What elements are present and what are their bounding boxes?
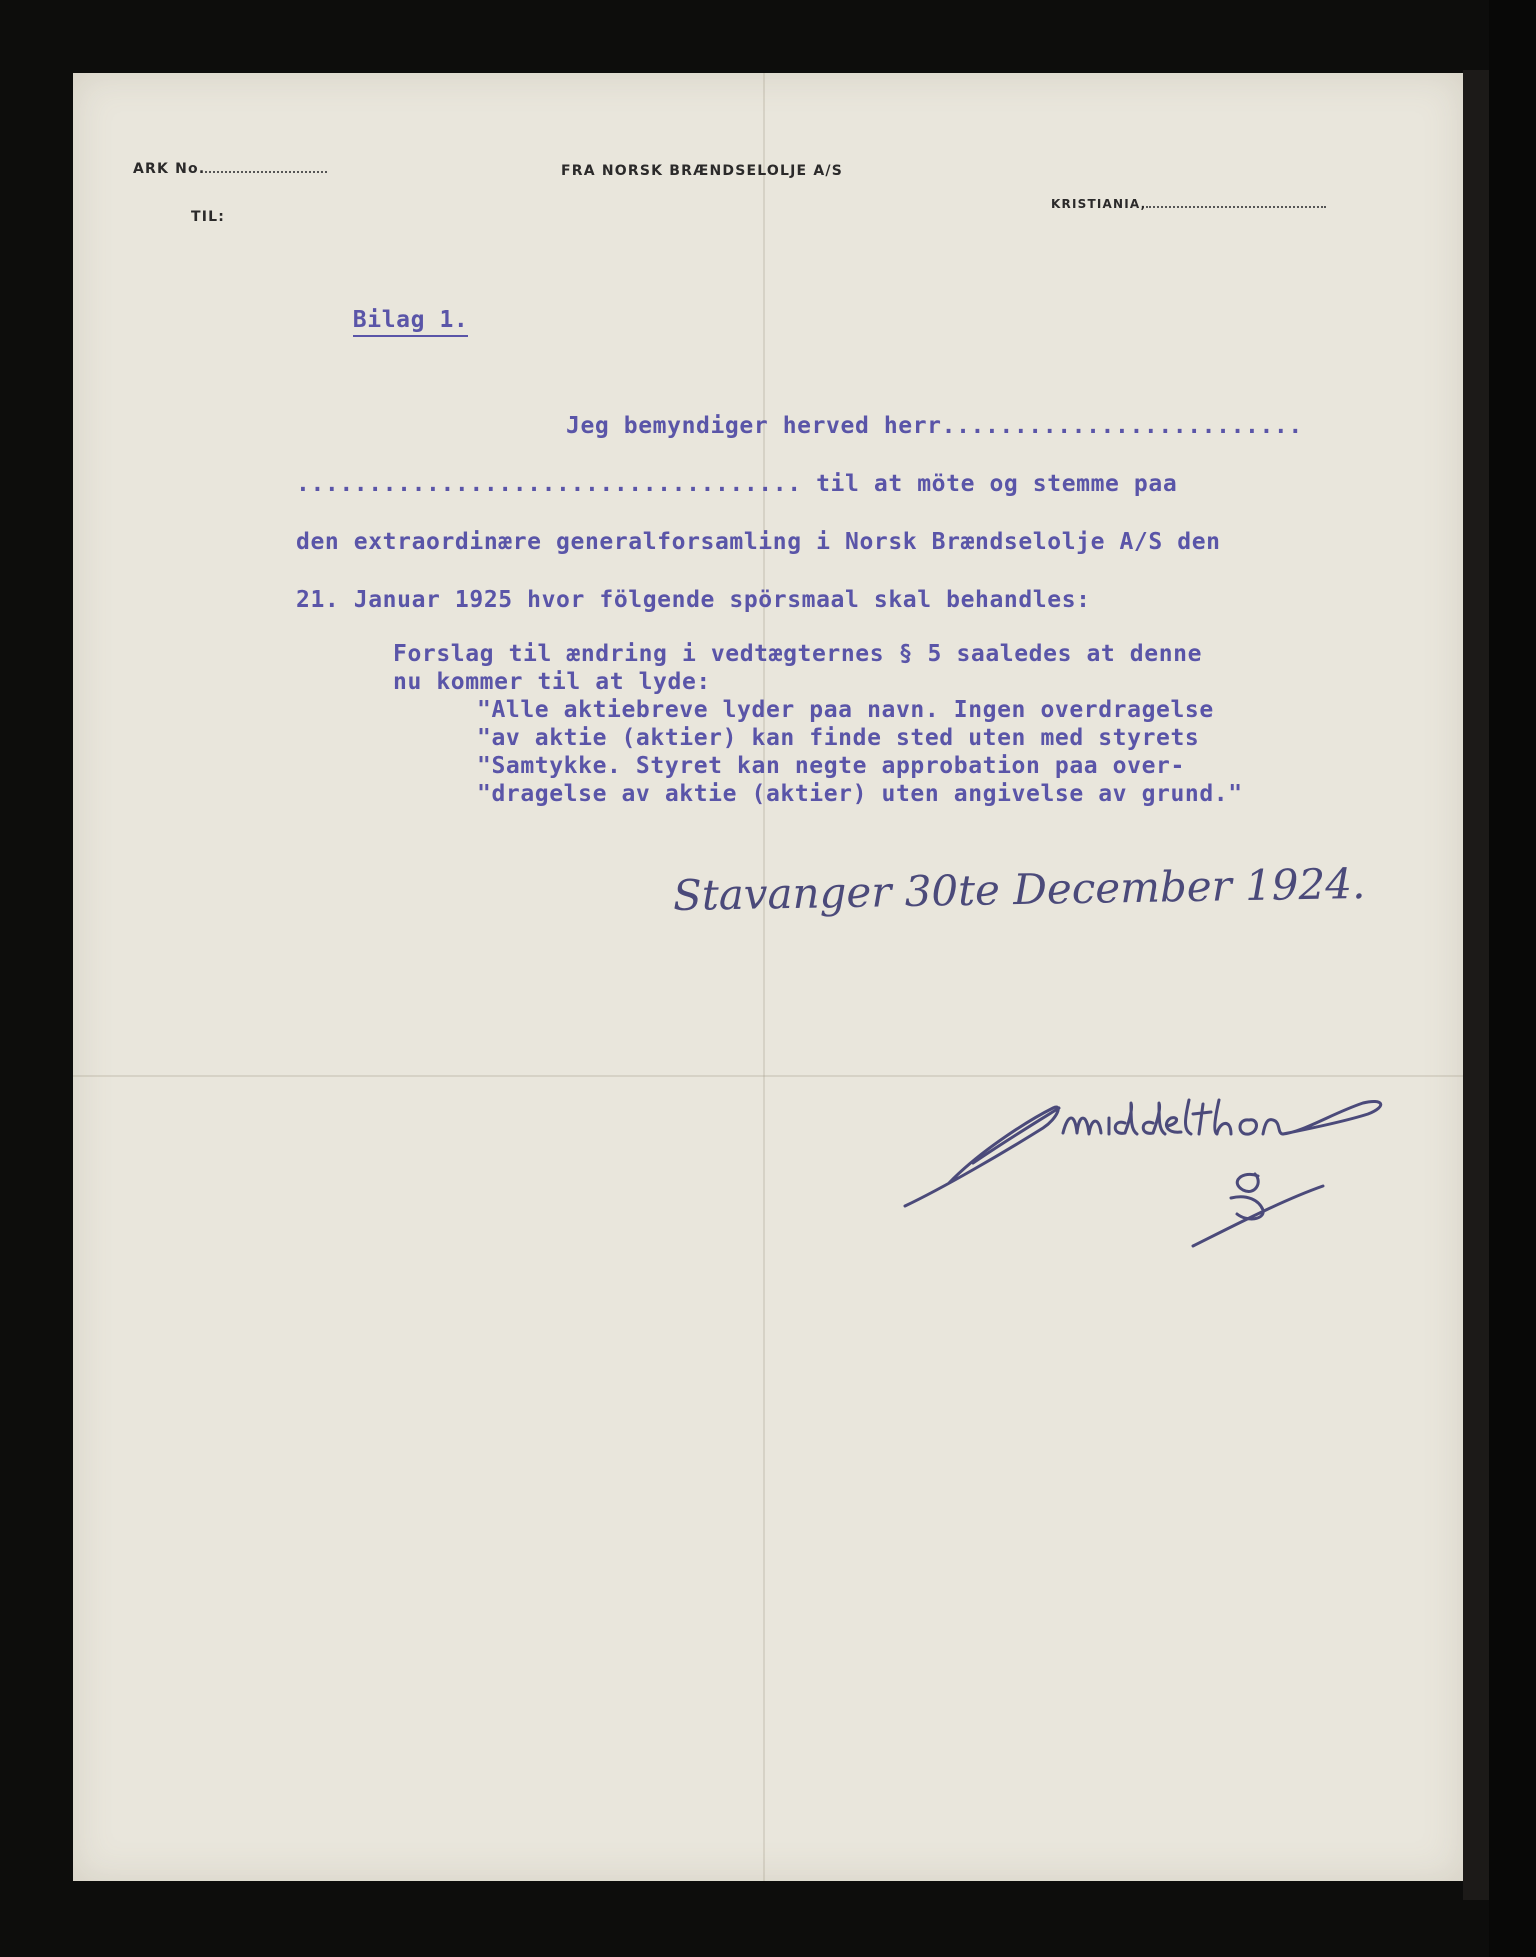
city-label: KRISTIANIA, <box>1051 197 1147 211</box>
company-letterhead: FRA NORSK BRÆNDSELOLJE A/S <box>561 163 844 179</box>
quote-line: "Samtykke. Styret kan negte approbation paa over- <box>477 753 1185 779</box>
fold-line-horizontal <box>73 1075 1463 1077</box>
document-page <box>73 73 1463 1881</box>
body-line: Jeg bemyndiger herved herr......................... <box>566 413 1303 439</box>
city-dotline <box>1146 205 1326 208</box>
scan-edge-strip <box>1463 70 1489 1900</box>
scan-background-edge <box>1489 0 1536 1957</box>
kristiania-field <box>1051 197 1326 211</box>
document-heading <box>295 281 468 359</box>
ark-no-dotline <box>205 170 327 173</box>
til-label: TIL: <box>191 209 226 225</box>
bilag-heading: Bilag 1. <box>353 307 469 337</box>
quote-line: "Alle aktiebreve lyder paa navn. Ingen overdragelse <box>477 697 1214 723</box>
signature-image <box>863 1078 1483 1318</box>
body-line: 21. Januar 1925 hvor fölgende spörsmaal skal behandles: <box>296 587 1091 613</box>
ark-no-field <box>133 161 327 177</box>
body-line: ................................... til at möte og stemme paa <box>296 471 1178 497</box>
ark-no-label: ARK No. <box>133 161 206 177</box>
proposal-line: Forslag til ændring i vedtægternes § 5 saaledes at denne <box>393 641 1203 667</box>
quote-line: "av aktie (aktier) kan finde sted uten med styrets <box>477 725 1200 751</box>
fold-line-vertical <box>763 73 765 1881</box>
quote-line: "dragelse av aktie (aktier) uten angivelse av grund." <box>477 781 1243 807</box>
proposal-line: nu kommer til at lyde: <box>393 669 711 695</box>
handwritten-date: Stavanger 30te December 1924. <box>672 858 1366 921</box>
body-line: den extraordinære generalforsamling i Norsk Brændselolje A/S den <box>296 529 1221 555</box>
